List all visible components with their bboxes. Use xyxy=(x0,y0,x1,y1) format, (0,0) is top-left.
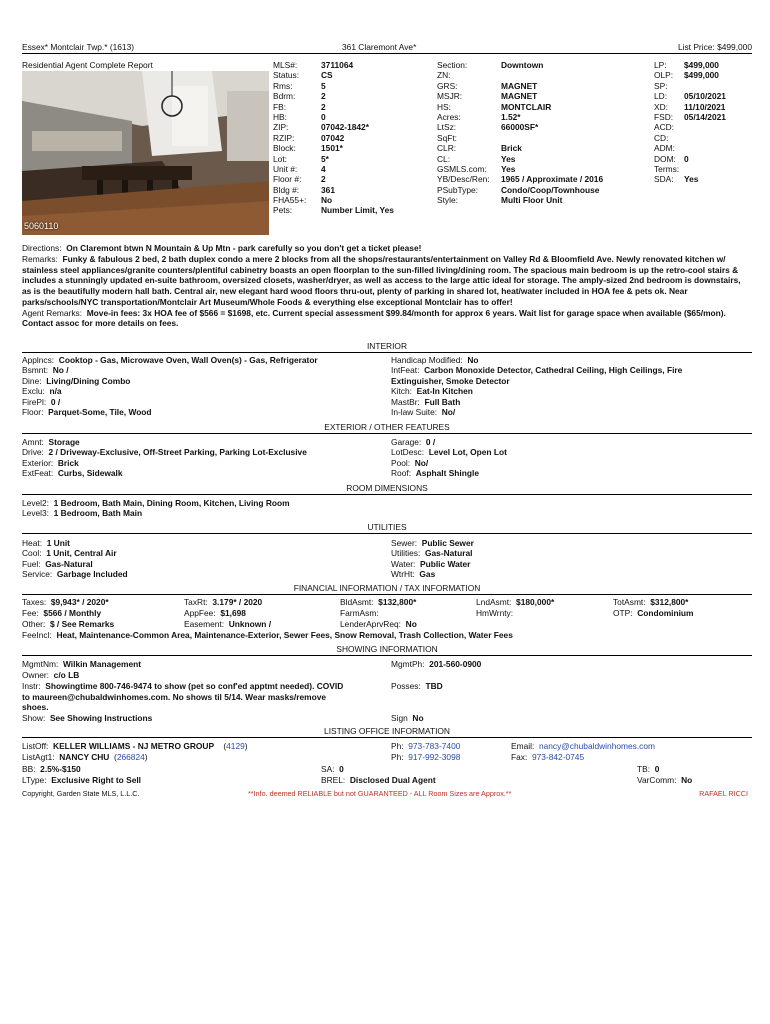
field-row xyxy=(22,458,307,468)
field-row xyxy=(273,133,394,143)
field-row xyxy=(391,447,507,457)
field-label: FHA55+: xyxy=(273,195,307,206)
field-label: DOM: xyxy=(654,153,676,164)
field-label: GRS: xyxy=(437,80,458,91)
field-label: Bsmnt: xyxy=(22,365,49,376)
field-row xyxy=(22,365,318,375)
field-value: Number Limit, Yes xyxy=(321,205,394,216)
field-row xyxy=(273,164,394,174)
farmasm-line: FarmAsm: xyxy=(340,608,379,618)
field-row xyxy=(391,559,474,569)
taxrt-line: TaxRt: 3.179* / 2020 xyxy=(184,597,263,607)
field-label: Pool: xyxy=(391,457,411,468)
field-label: Block: xyxy=(273,143,296,154)
feeincl-line: FeeIncl: Heat, Maintenance-Common Area, Maintenance-Exterior, Sewer Fees, Snow Removal, Trash Collection, Water Fees xyxy=(22,630,513,640)
field-value: n/a xyxy=(49,386,62,397)
field-row xyxy=(391,437,507,447)
field-label: MastBr: xyxy=(391,396,420,407)
field-value: 5 xyxy=(321,80,326,91)
field-row xyxy=(654,164,726,174)
field-row xyxy=(654,91,726,101)
field-label: YB/Desc/Ren: xyxy=(437,174,490,185)
field-label: Roof: xyxy=(391,468,412,479)
field-row xyxy=(273,205,394,215)
field-value: 1 Bedroom, Bath Main, Dining Room, Kitchen, Living Room xyxy=(53,498,290,508)
field-value: Parquet-Some, Tile, Wood xyxy=(48,406,152,417)
field-label: MLS#: xyxy=(273,60,298,70)
field-value: No/ xyxy=(414,457,429,468)
field-row xyxy=(391,397,682,407)
listing-details-col1 xyxy=(273,60,394,216)
agent-remarks-text: Move-in fees: 3x HOA fee of $566 = $1698, etc. Current special assessment $99.84/month for approx 6 years. Wait list for garage space when available ($65/mon). Contact assoc for more details on fees. xyxy=(22,307,726,329)
field-row xyxy=(22,548,128,558)
field-label: Dine: xyxy=(22,375,42,386)
field-row xyxy=(437,185,603,195)
field-value: Brick xyxy=(501,143,522,154)
field-row xyxy=(391,407,682,417)
field-value: 0 / xyxy=(425,437,436,447)
field-label: Style: xyxy=(437,195,458,206)
field-value: Cooktop - Gas, Microwave Oven, Wall Oven(s) - Gas, Refrigerator xyxy=(58,355,318,365)
photo-id-label: 5060110 xyxy=(24,221,59,232)
field-row xyxy=(437,154,603,164)
directions-text: On Claremont btwn N Mountain & Up Mtn - park carefully so you don't get a ticket please! xyxy=(66,243,422,253)
field-label: LD: xyxy=(654,91,668,102)
field-row xyxy=(437,112,603,122)
instr-line-3: shoes. xyxy=(22,702,49,712)
remarks-text: Funky & fabulous 2 bed, 2 bath duplex condo a mere 2 blocks from all the shops/restaurants/entertainment on Valley Rd & Bloomfield Ave. Newly renovated kitchen w/ stainless steel appliances/granite counters/plentiful cabinetry boasts an open floorplan to the sun-filled living/dining room. The spacious main bedroom is up the retro-cool stairs & includes a stunningly updated en-suite bathroom, oversized closets, washer/dryer, as well as access to the large attic ideal for storage. The amply-sized 2nd bedroom is downstairs, as is the beautifully modern hall bath. Central air, new elegant hard wood floors thru-out, plenty of parking in shared lot, heat/water included in HOA fee & pets ok. Near parks/schools/NYC transportation/Montclair Art Museum/Whole Foods & everything else exceptional Montclair has to offer! xyxy=(22,253,741,307)
lndasmt-line: LndAsmt: $180,000* xyxy=(476,597,555,607)
listoff-line: ListOff: KELLER WILLIAMS - NJ METRO GROUP (4129) xyxy=(22,741,248,751)
utilities-right xyxy=(391,538,474,580)
field-value: No/ xyxy=(441,406,456,417)
posses-line: Posses: TBD xyxy=(391,681,443,691)
field-value: 2 / Driveway-Exclusive, Off-Street Parking, Parking Lot-Exclusive xyxy=(48,447,307,458)
field-value: Public Water xyxy=(420,558,471,569)
field-value: 05/10/2021 xyxy=(684,91,726,102)
varcomm-line: VarComm: No xyxy=(637,775,693,785)
field-value: 1 Bedroom, Bath Main xyxy=(53,508,143,519)
field-row xyxy=(391,548,474,558)
field-row xyxy=(654,174,726,184)
field-value: 1501* xyxy=(321,143,343,154)
field-row xyxy=(391,538,474,548)
field-label: FSD: xyxy=(654,111,674,122)
field-value: 66000SF* xyxy=(501,122,539,133)
field-label: CL: xyxy=(437,153,451,164)
remarks-line: Remarks: Funky & fabulous 2 bed, 2 bath duplex condo a mere 2 blocks from all the shops/restaurants/entertainment on Valley Rd & Bloomfield Ave. Newly renovated kitchen w/ stainless steel appliances/granite counters/plentiful cabinetry boasts an open floorplan to the sun-filled living/dining room. The spacious main bedroom is up the retro-cool stairs & includes a stunningly updated en-suite bathroom, oversized closets, washer/dryer, as well as access to the large attic ideal for storage. The amply-sized 2nd bedroom is downstairs, as is the beautifully modern hall bath. Central air, new elegant hard wood floors thru-out, plenty of parking in shared lot, heat/water included in HOA fee & pets ok. Near parks/schools/NYC transportation/Montclair Art Museum/Whole Foods & everything else exceptional Montclair has to offer! xyxy=(22,253,741,307)
field-value: MAGNET xyxy=(501,91,538,102)
field-label: Floor: xyxy=(22,406,44,417)
field-label: Utilities: xyxy=(391,548,421,559)
field-label: Rms: xyxy=(273,80,293,91)
field-value: Storage xyxy=(48,437,80,447)
field-label: Lot: xyxy=(273,153,287,164)
property-photo[interactable] xyxy=(22,71,269,235)
field-label: Terms: xyxy=(654,163,680,174)
field-row xyxy=(273,195,394,205)
field-value: No xyxy=(467,355,479,365)
field-value: 4 xyxy=(321,163,326,174)
field-label: ExtFeat: xyxy=(22,468,54,479)
field-value: Yes xyxy=(501,153,516,164)
field-value: 05/14/2021 xyxy=(684,111,726,122)
field-value: Condo/Coop/Townhouse xyxy=(501,184,600,195)
field-row xyxy=(273,81,394,91)
field-value: 1.52* xyxy=(501,111,521,122)
fax-line: Fax: 973-842-0745 xyxy=(511,752,585,762)
field-row xyxy=(273,143,394,153)
field-label: FirePl: xyxy=(22,396,47,407)
kitchen-photo-image xyxy=(22,71,269,235)
field-row xyxy=(22,386,318,396)
header-area: Essex* Montclair Twp.* (1613) xyxy=(22,42,135,52)
field-label: Water: xyxy=(391,558,416,569)
field-value: MONTCLAIR xyxy=(501,101,552,112)
report-title: Residential Agent Complete Report xyxy=(22,60,153,70)
listing-details-col3 xyxy=(654,60,726,185)
field-label: Handicap Modified: xyxy=(391,355,463,365)
phone1-line: Ph: 973-783-7400 xyxy=(391,741,461,751)
field-label: GSMLS.com: xyxy=(437,163,487,174)
field-label: SDA: xyxy=(654,174,674,185)
fee-line: Fee: $566 / Monthly xyxy=(22,608,102,618)
field-label: ADM: xyxy=(654,143,675,154)
email-line: Email: nancy@chubaldwinhomes.com xyxy=(511,741,655,751)
field-row xyxy=(437,133,603,143)
field-value: 1965 / Approximate / 2016 xyxy=(501,174,604,185)
sa-line: SA: 0 xyxy=(321,764,344,774)
exterior-right xyxy=(391,437,507,479)
field-row xyxy=(22,437,307,447)
field-row xyxy=(437,195,603,205)
directions-line: Directions: On Claremont btwn N Mountain & Up Mtn - park carefully so you don't get a ticket please! xyxy=(22,243,422,253)
field-value: 11/10/2021 xyxy=(684,101,726,112)
field-label: Exclu: xyxy=(22,386,45,397)
field-row xyxy=(273,112,394,122)
field-row xyxy=(437,60,603,70)
field-value: 3711064 xyxy=(321,60,354,70)
sign-line: Sign No xyxy=(391,713,424,723)
field-label: Service: xyxy=(22,569,53,580)
field-value: Asphalt Shingle xyxy=(415,468,479,479)
field-label: PSubType: xyxy=(437,184,478,195)
field-row xyxy=(437,81,603,91)
mgmtnm-line: MgmtNm: Wilkin Management xyxy=(22,659,142,669)
field-label: Sewer: xyxy=(391,538,418,548)
field-row xyxy=(22,569,128,579)
field-value: No xyxy=(321,195,333,206)
field-value: 2 xyxy=(321,91,326,102)
field-value: 1 Unit xyxy=(46,538,70,548)
field-row xyxy=(654,102,726,112)
field-row xyxy=(273,102,394,112)
field-row xyxy=(22,498,290,508)
field-value: Living/Dining Combo xyxy=(46,375,131,386)
footer-copyright: Copyright, Garden State MLS, L.L.C. xyxy=(22,789,140,798)
field-row xyxy=(654,122,726,132)
field-value: Multi Floor Unit xyxy=(501,195,563,206)
field-row xyxy=(22,508,290,518)
totasmt-line: TotAsmt: $312,800* xyxy=(613,597,689,607)
field-label: RZIP: xyxy=(273,132,295,143)
easement-line: Easement: Unknown / xyxy=(184,619,272,629)
hmwrnty-line: HmWrnty: xyxy=(476,608,514,618)
field-row xyxy=(273,60,394,70)
agent-remarks-line: Agent Remarks: Move-in fees: 3x HOA fee of $566 = $1698, etc. Current special assessment $99.84/month for approx 6 years. Wait list for garage space when available ($65/mon). Contact assoc for more details on fees. xyxy=(22,307,726,329)
listoff-code-link[interactable]: 4129 xyxy=(226,741,245,751)
field-label: Status: xyxy=(273,70,300,81)
field-label: Acres: xyxy=(437,111,461,122)
lenderaprvreq-line: LenderAprvReq: No xyxy=(340,619,417,629)
listing-office-heading: LISTING OFFICE INFORMATION xyxy=(22,726,752,738)
field-label: ZIP: xyxy=(273,122,289,133)
field-label: Level2: xyxy=(22,498,50,508)
exterior-left xyxy=(22,437,307,479)
field-value: Eat-In Kitchen xyxy=(416,386,473,397)
phone2-line: Ph: 917-992-3098 xyxy=(391,752,461,762)
field-value: Downtown xyxy=(501,60,544,70)
field-row xyxy=(273,70,394,80)
field-value: $499,000 xyxy=(684,70,719,81)
field-row xyxy=(391,468,507,478)
field-value: Carbon Monoxide Detector, Cathedral Ceiling, High Ceilings, Fire xyxy=(424,365,683,376)
field-row xyxy=(22,538,128,548)
header-bar xyxy=(22,42,752,54)
remarks-section xyxy=(22,243,750,329)
field-row xyxy=(437,143,603,153)
field-row xyxy=(437,102,603,112)
field-row xyxy=(391,458,507,468)
field-value: Yes xyxy=(501,163,516,174)
field-row xyxy=(437,91,603,101)
field-label: IntFeat: xyxy=(391,365,420,376)
field-label: CLR: xyxy=(437,143,457,154)
field-row xyxy=(273,185,394,195)
field-label: WtrHt: xyxy=(391,569,415,580)
taxes-line: Taxes: $9,943* / 2020* xyxy=(22,597,109,607)
field-row xyxy=(654,112,726,122)
field-row xyxy=(391,365,682,375)
field-row xyxy=(273,122,394,132)
field-row xyxy=(654,70,726,80)
room-dimensions-list xyxy=(22,498,290,519)
mgmtph-line: MgmtPh: 201-560-0900 xyxy=(391,659,482,669)
field-value: 0 xyxy=(684,153,689,164)
field-row xyxy=(437,174,603,184)
field-row xyxy=(391,355,682,365)
field-label: Level3: xyxy=(22,508,50,519)
field-row xyxy=(22,407,318,417)
field-label: ZN: xyxy=(437,70,451,81)
listagt-code-link[interactable]: 266824 xyxy=(116,752,145,762)
interior-left xyxy=(22,355,318,417)
field-label: Kitch: xyxy=(391,386,412,397)
field-label: Bldg #: xyxy=(273,184,300,195)
field-row xyxy=(22,355,318,365)
field-value: Yes xyxy=(684,174,699,185)
field-row xyxy=(654,81,726,91)
utilities-heading: UTILITIES xyxy=(22,522,752,534)
fax-link[interactable]: 973-842-0745 xyxy=(531,752,585,762)
utilities-left xyxy=(22,538,128,580)
field-label: Amnt: xyxy=(22,437,44,447)
instr-line-2: to maureen@chubaldwinhomes.com. No shows til 5/14. Wear masks/remove xyxy=(22,692,327,702)
field-row xyxy=(22,559,128,569)
phone2-link[interactable]: 917-992-3098 xyxy=(408,752,461,762)
field-value: 0 / xyxy=(50,396,61,407)
field-label: In-law Suite: xyxy=(391,406,438,417)
field-label: OLP: xyxy=(654,70,674,81)
tb-line: TB: 0 xyxy=(637,764,660,774)
footer-agent-name: RAFAEL RICCI xyxy=(699,789,748,798)
field-label: LotDesc: xyxy=(391,447,425,458)
field-label: MSJR: xyxy=(437,91,463,102)
interior-section-heading: INTERIOR xyxy=(22,341,752,353)
field-row xyxy=(22,468,307,478)
field-label: Section: xyxy=(437,60,468,70)
field-label: Applncs: xyxy=(22,355,55,365)
field-row xyxy=(22,447,307,457)
field-label: Drive: xyxy=(22,447,44,458)
field-row xyxy=(437,122,603,132)
field-row xyxy=(391,386,682,396)
header-list-price: List Price: $499,000 xyxy=(677,42,752,52)
field-value: Level Lot, Open Lot xyxy=(428,447,507,458)
field-value: Full Bath xyxy=(424,396,461,407)
field-row xyxy=(391,376,682,386)
field-value: Brick xyxy=(57,457,79,468)
instr-line: Instr: Showingtime 800-746-9474 to show (pet so conf'ed apptmt needed). COVID xyxy=(22,681,344,691)
interior-right xyxy=(391,355,682,417)
field-value: 07042-1842* xyxy=(321,122,369,133)
field-value: Public Sewer xyxy=(421,538,474,548)
field-value: 2 xyxy=(321,101,326,112)
field-label: LP: xyxy=(654,60,667,70)
field-label: HS: xyxy=(437,101,451,112)
field-row xyxy=(437,70,603,80)
field-row xyxy=(654,154,726,164)
field-label: Bdrm: xyxy=(273,91,296,102)
field-value: MAGNET xyxy=(501,80,538,91)
field-row xyxy=(654,60,726,70)
field-label: SP: xyxy=(654,80,668,91)
field-label: LtSz: xyxy=(437,122,457,133)
field-value: Extinguisher, Smoke Detector xyxy=(391,375,510,386)
email-link[interactable]: nancy@chubaldwinhomes.com xyxy=(538,741,655,751)
field-value: No / xyxy=(52,365,69,376)
field-value: CS xyxy=(321,70,333,81)
field-label: ACD: xyxy=(654,122,675,133)
field-row xyxy=(273,91,394,101)
field-row xyxy=(391,569,474,579)
field-label: FB: xyxy=(273,101,287,112)
field-row xyxy=(22,376,318,386)
exterior-section-heading: EXTERIOR / OTHER FEATURES xyxy=(22,422,752,434)
field-label: Exterior: xyxy=(22,457,54,468)
bb-line: BB: 2.5%-$150 xyxy=(22,764,81,774)
field-value: 1 Unit, Central Air xyxy=(46,548,117,559)
field-row xyxy=(654,133,726,143)
footer-disclaimer: **Info. deemed RELIABLE but not GUARANTEED - ALL Room Sizes are Approx.** xyxy=(248,789,512,798)
field-row xyxy=(654,143,726,153)
field-value: Gas-Natural xyxy=(45,558,93,569)
field-value: $499,000 xyxy=(684,60,719,70)
field-value: 2 xyxy=(321,174,326,185)
field-row xyxy=(437,164,603,174)
field-label: Floor #: xyxy=(273,174,302,185)
field-row xyxy=(273,174,394,184)
field-value: Gas-Natural xyxy=(424,548,473,559)
field-label: CD: xyxy=(654,132,669,143)
other-line: Other: $ / See Remarks xyxy=(22,619,115,629)
field-value: 5* xyxy=(321,153,329,164)
field-label: Heat: xyxy=(22,538,43,548)
showing-heading: SHOWING INFORMATION xyxy=(22,644,752,656)
owner-line: Owner: c/o LB xyxy=(22,670,80,680)
field-value: 361 xyxy=(321,184,335,195)
ltype-line: LType: Exclusive Right to Sell xyxy=(22,775,142,785)
field-label: XD: xyxy=(654,101,668,112)
financial-heading: FINANCIAL INFORMATION / TAX INFORMATION xyxy=(22,583,752,595)
field-value: Gas xyxy=(419,569,436,580)
field-value: 0 xyxy=(321,111,326,122)
appfee-line: AppFee: $1,698 xyxy=(184,608,246,618)
field-value: Garbage Included xyxy=(56,569,128,580)
listing-details-col2 xyxy=(437,60,603,205)
field-label: HB: xyxy=(273,111,287,122)
brel-line: BREL: Disclosed Dual Agent xyxy=(321,775,436,785)
bldasmt-line: BldAsmt: $132,800* xyxy=(340,597,417,607)
field-label: SqFt: xyxy=(437,132,458,143)
field-row xyxy=(273,154,394,164)
header-address: 361 Claremont Ave* xyxy=(342,42,417,52)
field-value: Curbs, Sidewalk xyxy=(57,468,123,479)
phone1-link[interactable]: 973-783-7400 xyxy=(408,741,461,751)
field-label: Cool: xyxy=(22,548,42,559)
field-label: Unit #: xyxy=(273,163,298,174)
field-row xyxy=(22,397,318,407)
field-label: Garage: xyxy=(391,437,422,447)
room-dimensions-heading: ROOM DIMENSIONS xyxy=(22,483,752,495)
field-label: Pets: xyxy=(273,205,293,216)
otp-line: OTP: Condominium xyxy=(613,608,694,618)
listagt-line: ListAgt1: NANCY CHU (266824) xyxy=(22,752,148,762)
field-label: Fuel: xyxy=(22,558,41,569)
show-line: Show: See Showing Instructions xyxy=(22,713,153,723)
field-value: 07042 xyxy=(321,132,345,143)
